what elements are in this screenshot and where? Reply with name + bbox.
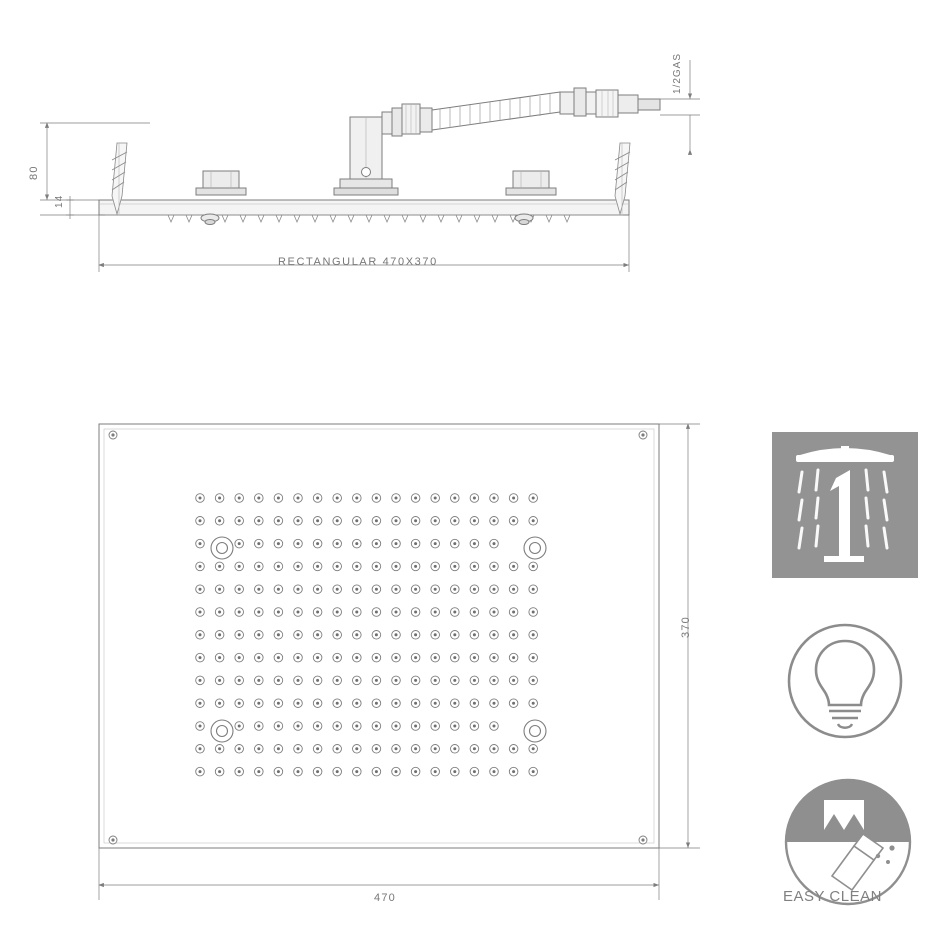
boss-left [196,171,246,195]
dimension-inlet-thread: 1/2GAS [672,52,683,94]
dimension-depth-370: 370 [680,616,692,638]
plan-view [99,424,659,848]
large-jet-side-right [515,214,533,225]
side-elevation-view [99,88,660,225]
nozzle-row-side [168,215,570,222]
light-bulb-icon [789,625,901,737]
product-title-label: RECTANGULAR 470X370 [278,256,438,268]
easy-clean-label: EASY CLEAN [783,888,882,905]
rain-shower-icon [772,432,918,578]
cleaning-cloth [832,834,883,890]
shower-plate-side [99,200,629,215]
boss-right [506,171,556,195]
large-jet-side-left [201,214,219,225]
dimension-width-470: 470 [374,892,396,904]
dimension-thickness-14: 14 [54,194,65,208]
articulated-arm [382,88,660,136]
easy-clean-icon [786,780,910,904]
dimension-height-80: 80 [28,165,40,180]
